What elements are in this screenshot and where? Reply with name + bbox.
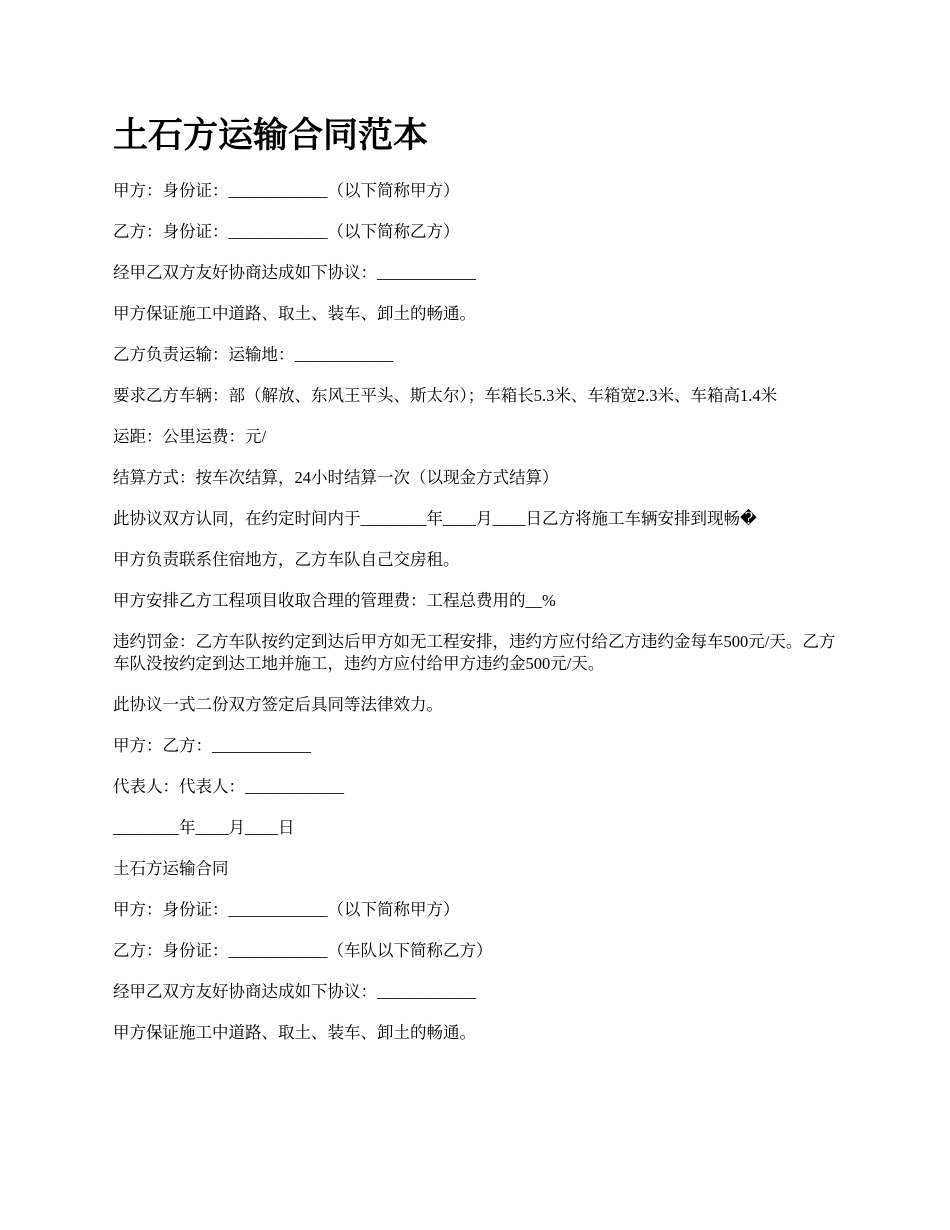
signature-parties: 甲方：乙方：____________ (113, 736, 311, 755)
document-page (113, 112, 838, 1063)
clause-distance-fee: 运距：公里运费：元/ (113, 427, 267, 446)
clause-management-fee: 甲方安排乙方工程项目收取合理的管理费：工程总费用的__% (113, 591, 556, 610)
second-agreement-intro: 经甲乙双方友好协商达成如下协议：____________ (113, 982, 476, 1001)
clause-arrival-date: 此协议双方认同，在约定时间内于________年____月____日乙方将施工车辆安排到现畅� (113, 509, 757, 528)
signature-date: ________年____月____日 (113, 818, 295, 837)
party-a-id-line: 甲方：身份证：____________（以下简称甲方） (113, 181, 460, 200)
signature-representatives: 代表人：代表人：____________ (113, 777, 344, 796)
second-party-a-id-line: 甲方：身份证：____________（以下简称甲方） (113, 900, 460, 919)
clause-accommodation: 甲方负责联系住宿地方，乙方车队自己交房租。 (113, 550, 460, 569)
party-b-id-line: 乙方：身份证：____________（以下简称乙方） (113, 222, 460, 241)
second-clause-road-access: 甲方保证施工中道路、取土、装车、卸土的畅通。 (113, 1023, 476, 1042)
document-title: 土石方运输合同范本 (113, 116, 429, 155)
clause-transport-location: 乙方负责运输：运输地：____________ (113, 345, 394, 364)
second-contract-title: 土石方运输合同 (113, 859, 229, 878)
second-party-b-id-line: 乙方：身份证：____________（车队以下简称乙方） (113, 941, 493, 960)
clause-road-access: 甲方保证施工中道路、取土、装车、卸土的畅通。 (113, 304, 476, 323)
clause-legal-effect: 此协议一式二份双方签定后具同等法律效力。 (113, 695, 443, 714)
agreement-intro: 经甲乙双方友好协商达成如下协议：____________ (113, 263, 476, 282)
clause-settlement: 结算方式：按车次结算，24小时结算一次（以现金方式结算） (113, 468, 559, 487)
clause-penalty: 违约罚金：乙方车队按约定到达后甲方如无工程安排，违约方应付给乙方违约金每车500元/天。乙方车队没按约定到达工地并施工，违约方应付给甲方违约金500元/天。 (113, 632, 836, 673)
clause-vehicle-requirements: 要求乙方车辆：部（解放、东风王平头、斯太尔）；车箱长5.3米、车箱宽2.3米、车箱高1.4米 (113, 386, 778, 405)
